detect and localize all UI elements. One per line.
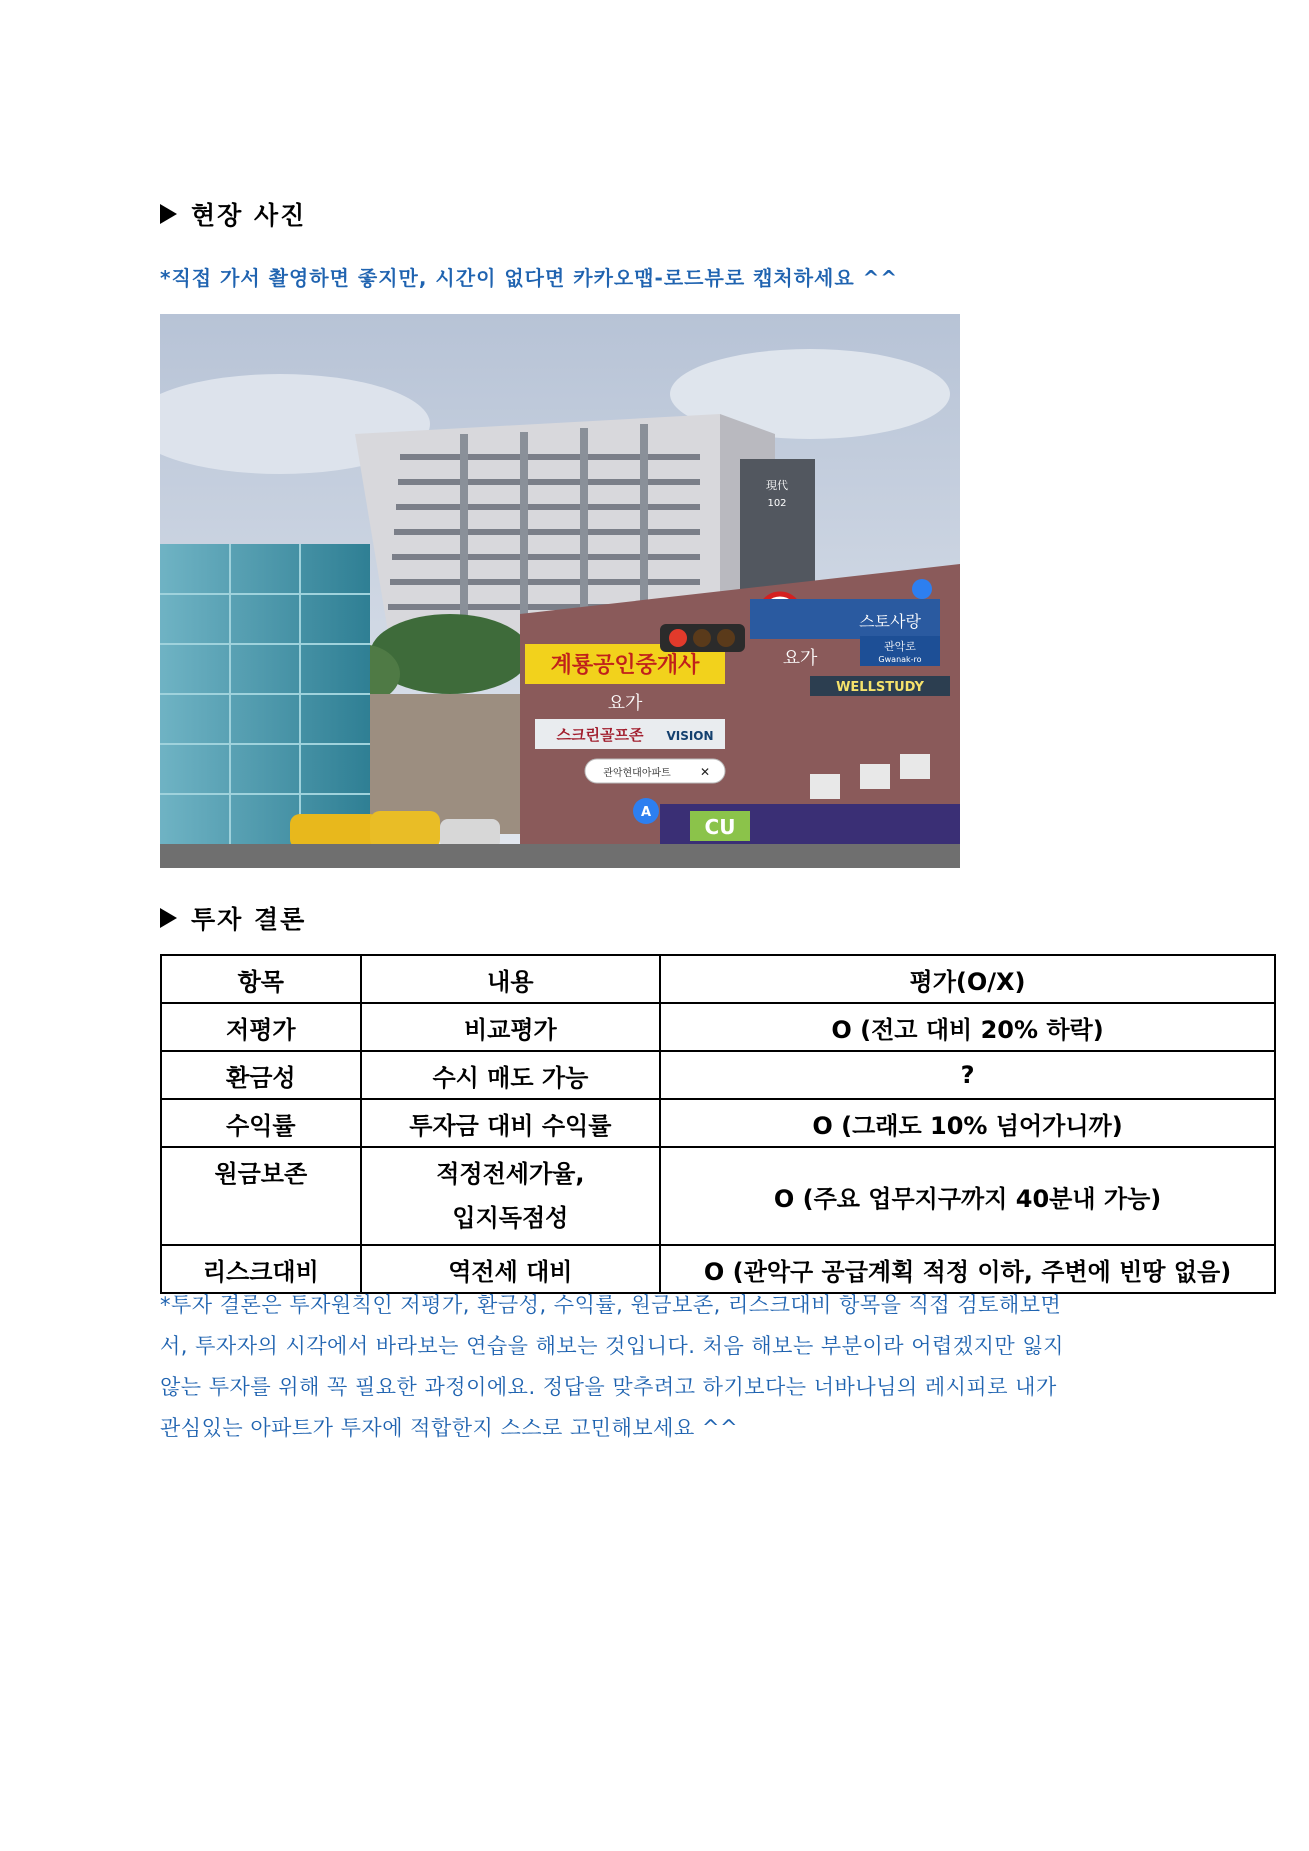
realty-sign: 계룡공인중개사	[550, 653, 700, 678]
table-header-row	[161, 955, 1275, 1003]
section-heading-conclusion	[160, 900, 306, 936]
header-item: 항목	[161, 955, 361, 1003]
note-line: 않는 투자를 위해 꼭 필요한 과정이에요. 정답을 맞추려고 하기보다는 너바나님의 레시피로 내가	[160, 1375, 1057, 1399]
note-line: *투자 결론은 투자원칙인 저평가, 환금성, 수익률, 원금보존, 리스크대비 항목을 직접 검토해보면	[160, 1293, 1062, 1317]
yoga-sign-2: 요가	[782, 648, 818, 669]
note-line: 관심있는 아파트가 투자에 적합한지 스스로 고민해보세요 ^^	[160, 1416, 739, 1440]
cell-content-line: 적정전세가율,	[436, 1160, 585, 1188]
road-sign-en: Gwanak-ro	[878, 655, 922, 664]
triangle-bullet-icon	[160, 908, 177, 928]
wellstudy-sign: WELLSTUDY	[836, 680, 924, 695]
cell-content: 비교평가	[361, 1003, 660, 1051]
map-pin-label: 관악현대아파트	[603, 768, 671, 779]
apt-block-label: 現代	[766, 479, 788, 492]
section-title: 투자 결론	[191, 905, 307, 934]
cell-content: 투자금 대비 수익률	[361, 1099, 660, 1147]
yoga-sign-1: 요가	[607, 693, 643, 714]
svg-text:✕: ✕	[699, 765, 711, 779]
cu-store-sign: CU	[704, 815, 736, 839]
section-title: 현장 사진	[191, 201, 307, 230]
cell-content: 역전세 대비	[361, 1245, 660, 1293]
cell-item: 리스크대비	[161, 1245, 361, 1293]
photo-instruction-note: *직접 가서 촬영하면 좋지만, 시간이 없다면 카카오맵-로드뷰로 캡처하세요 ^^	[160, 266, 899, 290]
cell-evaluation: O (전고 대비 20% 하락)	[660, 1003, 1275, 1051]
svg-text:스토사랑: 스토사랑	[859, 612, 921, 631]
table-row	[161, 1051, 1275, 1099]
cell-item: 수익률	[161, 1099, 361, 1147]
header-evaluation: 평가(O/X)	[660, 955, 1275, 1003]
header-content: 내용	[361, 955, 660, 1003]
cell-evaluation: O (그래도 10% 넘어가니까)	[660, 1099, 1275, 1147]
cell-content	[361, 1147, 660, 1245]
table-row	[161, 1003, 1275, 1051]
cell-item: 환금성	[161, 1051, 361, 1099]
cell-evaluation: O (주요 업무지구까지 40분내 가능)	[660, 1147, 1275, 1245]
section-heading-site-photo	[160, 196, 306, 232]
triangle-bullet-icon	[160, 204, 177, 224]
map-pin-letter: A	[640, 805, 652, 820]
site-photo	[160, 314, 960, 868]
cell-item: 저평가	[161, 1003, 361, 1051]
note-line: 서, 투자자의 시각에서 바라보는 연습을 해보는 것입니다. 처음 해보는 부분이라 어렵겠지만 잃지	[160, 1334, 1064, 1358]
apt-number-label: 102	[767, 498, 787, 509]
cell-item: 원금보존	[161, 1147, 361, 1245]
vision-sign: VISION	[666, 729, 714, 743]
cell-content: 수시 매도 가능	[361, 1051, 660, 1099]
table-row	[161, 1147, 1275, 1245]
table-row	[161, 1099, 1275, 1147]
cell-content-line: 입지독점성	[452, 1204, 569, 1232]
investment-evaluation-table	[160, 954, 1276, 1294]
cell-evaluation: O (관악구 공급계획 적정 이하, 주변에 빈땅 없음)	[660, 1245, 1275, 1293]
road-sign-ko: 관악로	[884, 640, 916, 653]
cell-evaluation: ?	[660, 1051, 1275, 1099]
golf-sign: 스크린골프존	[556, 726, 644, 744]
conclusion-instruction-note	[160, 1285, 1170, 1449]
